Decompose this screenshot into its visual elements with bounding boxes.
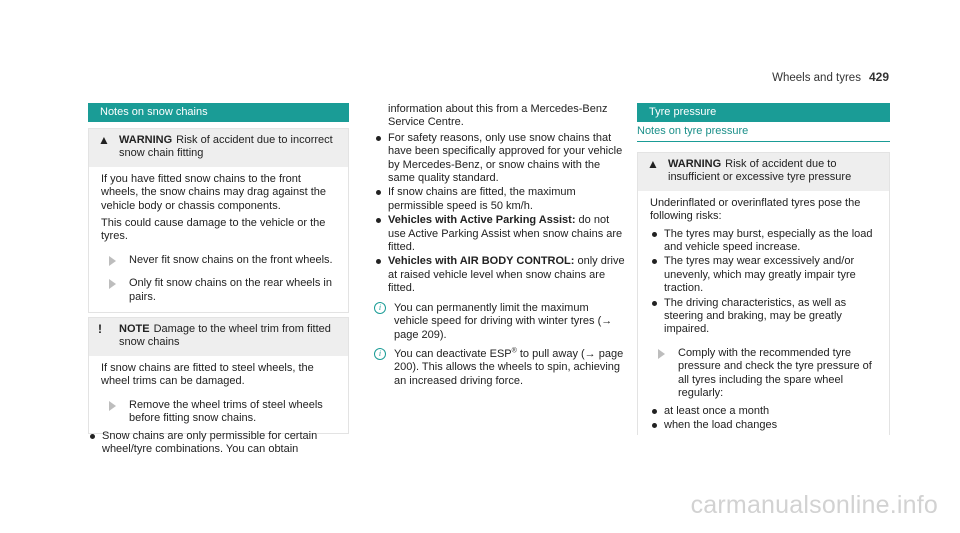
list-item: Snow chains are only permissible for certain wheel/tyre combinations. You can obtain	[88, 430, 349, 457]
list-item: when the load changes	[650, 419, 881, 432]
warning-box-snow-chains	[88, 128, 349, 313]
note-body-para: If snow chains are fitted to steel wheels, the wheel trims can be damaged.	[101, 361, 314, 388]
list-item: For safety reasons, only use snow chains that have been specifically approved for your vehicle by Mercedes-Benz, or snow chains with the same quality standard.	[374, 132, 625, 186]
info-icon: i	[374, 302, 386, 314]
note-label: NOTE	[119, 323, 150, 335]
warning-triangle-icon: ▲	[98, 133, 110, 147]
note-body	[89, 356, 348, 434]
note-text: Damage to the wheel trim from fitted snow chains	[119, 323, 331, 349]
page-header	[772, 71, 889, 85]
watermark: carmanualsonline.info	[690, 491, 938, 519]
list-item: The tyres may wear excessively and/or unevenly, which may greatly impair tyre traction.	[650, 255, 881, 295]
warning-body-para: This could cause damage to the vehicle or the tyres.	[101, 217, 326, 243]
section-title-tyre-pressure: Tyre pressure	[637, 103, 890, 122]
warning-body	[89, 167, 348, 312]
info-note: i You can permanently limit the maximum vehicle speed for driving with winter tyres (→ page 209).	[374, 302, 625, 342]
arrow-right-icon	[658, 349, 665, 359]
list-item: at least once a month	[650, 405, 881, 418]
warning-text: Risk of accident due to incorrect snow chain fitting	[119, 134, 333, 160]
warning-body-para: If you have fitted snow chains to the front wheels, the snow chains may drag against the vehicle body or chassis components.	[101, 172, 327, 212]
continued-text: information about this from a Mercedes-Benz Service Centre.	[388, 103, 608, 129]
action-step: Only fit snow chains on the rear wheels in pairs.	[101, 277, 340, 304]
warning-label: WARNING	[668, 158, 722, 170]
col1-flow	[88, 430, 349, 458]
arrow-right-icon	[109, 256, 116, 266]
warning-intro: Underinflated or overinflated tyres pose the following risks:	[650, 196, 861, 223]
warning-header	[638, 153, 889, 191]
list-item: Vehicles with AIR BODY CONTROL: only drive at raised vehicle level when snow chains are fitted.	[374, 255, 625, 295]
warning-triangle-icon: ▲	[647, 157, 659, 171]
info-icon: i	[374, 348, 386, 360]
action-step: Never fit snow chains on the front wheels.	[101, 254, 340, 267]
arrow-right-icon	[109, 279, 116, 289]
arrow-right-icon	[109, 401, 116, 411]
col2-flow	[374, 103, 625, 388]
note-box-wheel-trim	[88, 317, 349, 434]
section-title-snow-chains: Notes on snow chains	[88, 103, 349, 122]
header-title: Wheels and tyres	[772, 72, 861, 84]
list-item: The tyres may burst, especially as the load and vehicle speed increase.	[650, 228, 881, 255]
list-item: The driving characteristics, as well as steering and braking, may be greatly impaired.	[650, 297, 881, 337]
warning-text: Risk of accident due to insufficient or excessive tyre pressure	[668, 158, 852, 184]
warning-body	[638, 191, 889, 436]
exclamation-icon: !	[98, 322, 102, 336]
warning-box-tyre-pressure	[637, 152, 890, 435]
action-step: Remove the wheel trims of steel wheels before fitting snow chains.	[101, 399, 340, 426]
list-item: If snow chains are fitted, the maximum permissible speed is 50 km/h.	[374, 186, 625, 213]
list-item: Vehicles with Active Parking Assist: do not use Active Parking Assist when snow chains are fitted.	[374, 214, 625, 254]
note-header	[89, 318, 348, 356]
page-number: 429	[868, 70, 889, 84]
subheading-tyre-pressure: Notes on tyre pressure	[637, 125, 890, 142]
action-step: Comply with the recommended tyre pressure and check the tyre pressure of all tyres including the spare wheel regularly:	[650, 347, 881, 401]
info-note: i You can deactivate ESP® to pull away (→ page 200). This allows the wheels to spin, achieving an increased driving force.	[374, 348, 625, 388]
warning-label: WARNING	[119, 134, 173, 146]
warning-header	[89, 129, 348, 167]
